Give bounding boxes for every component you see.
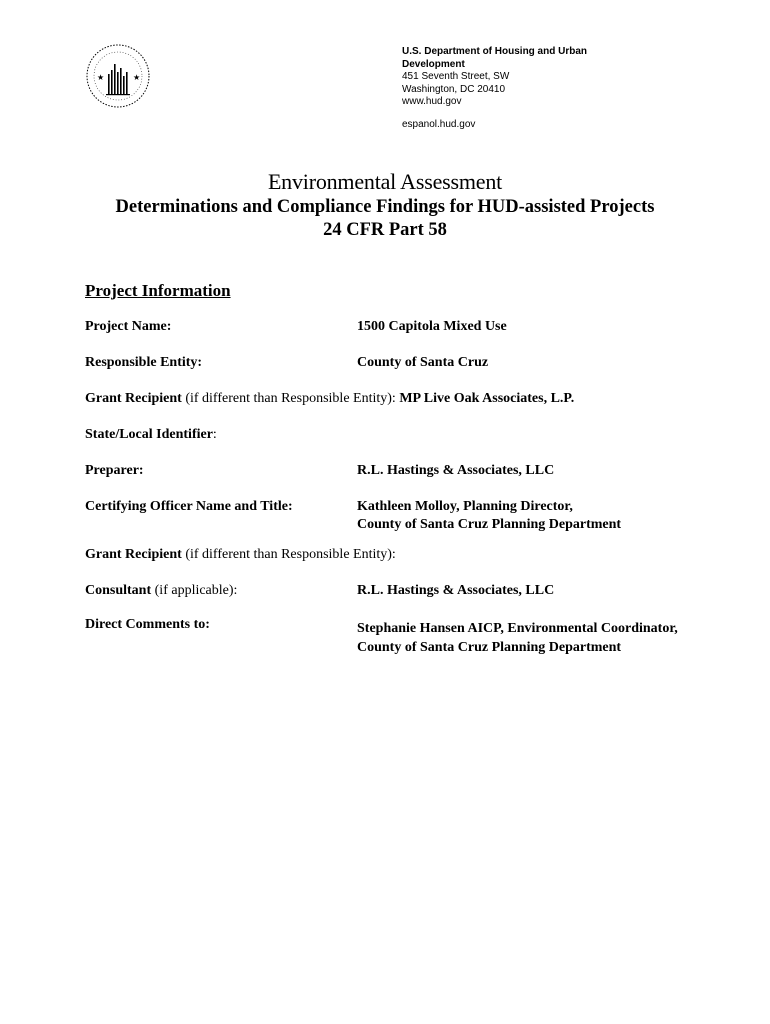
grant-recipient-note-2: (if different than Responsible Entity): <box>181 547 396 562</box>
agency-name-line1: U.S. Department of Housing and Urban <box>402 46 588 57</box>
espanol-website-link[interactable]: espanol.hud.gov <box>402 118 476 130</box>
responsible-entity-label: Responsible Entity: <box>85 355 203 370</box>
responsible-entity-value: County of Santa Cruz <box>357 355 489 370</box>
project-information-section <box>85 280 725 656</box>
website-link[interactable]: www.hud.gov <box>402 96 462 107</box>
consultant-row <box>85 582 725 600</box>
certifying-officer-label: Certifying Officer Name and Title: <box>85 499 293 514</box>
state-local-identifier-colon: : <box>212 427 217 442</box>
consultant-label: Consultant <box>85 583 152 598</box>
certifying-officer-line2: County of Santa Cruz Planning Department <box>357 517 622 532</box>
certifying-officer-row <box>85 498 725 534</box>
agency-address-block <box>402 46 602 131</box>
grant-recipient-row-2 <box>85 546 725 564</box>
responsible-entity-row <box>85 354 725 372</box>
consultant-value: R.L. Hastings & Associates, LLC <box>357 583 555 598</box>
preparer-label: Preparer: <box>85 463 144 478</box>
grant-recipient-label-2: Grant Recipient <box>85 547 182 562</box>
svg-text:★: ★ <box>133 73 141 82</box>
direct-comments-line2: County of Santa Cruz Planning Department <box>357 640 622 655</box>
project-name-row <box>85 318 725 336</box>
section-heading: Project Information <box>85 281 231 300</box>
document-subtitle: Determinations and Compliance Findings for HUD-assisted Projects <box>115 197 655 217</box>
grant-recipient-label: Grant Recipient <box>85 391 182 406</box>
direct-comments-value <box>357 619 678 657</box>
project-name-value: 1500 Capitola Mixed Use <box>357 319 507 334</box>
certifying-officer-line1: Kathleen Molloy, Planning Director, <box>357 499 573 514</box>
certifying-officer-value <box>357 498 621 534</box>
document-title: Environmental Assessment <box>267 169 503 194</box>
direct-comments-line1: Stephanie Hansen AICP, Environmental Coordinator, <box>357 621 678 636</box>
preparer-value: R.L. Hastings & Associates, LLC <box>357 463 555 478</box>
preparer-row <box>85 462 725 480</box>
cfr-reference: 24 CFR Part 58 <box>323 220 447 240</box>
agency-name-line2: Development <box>402 58 465 70</box>
street-address: 451 Seventh Street, SW <box>402 71 510 82</box>
agency-name <box>402 46 602 71</box>
grant-recipient-value: MP Live Oak Associates, L.P. <box>399 391 575 406</box>
direct-comments-row <box>85 616 725 656</box>
svg-text:★: ★ <box>97 73 105 82</box>
state-local-identifier-label: State/Local Identifier <box>85 427 213 442</box>
project-name-label: Project Name: <box>85 319 172 334</box>
consultant-note: (if applicable): <box>151 583 238 598</box>
hud-seal-logo <box>84 42 152 110</box>
grant-recipient-row <box>85 390 725 408</box>
city-state-zip: Washington, DC 20410 <box>402 83 506 95</box>
grant-recipient-note: (if different than Responsible Entity): <box>181 391 400 406</box>
document-title-block <box>0 168 770 242</box>
state-local-identifier-row <box>85 426 725 444</box>
direct-comments-label: Direct Comments to: <box>85 617 210 632</box>
